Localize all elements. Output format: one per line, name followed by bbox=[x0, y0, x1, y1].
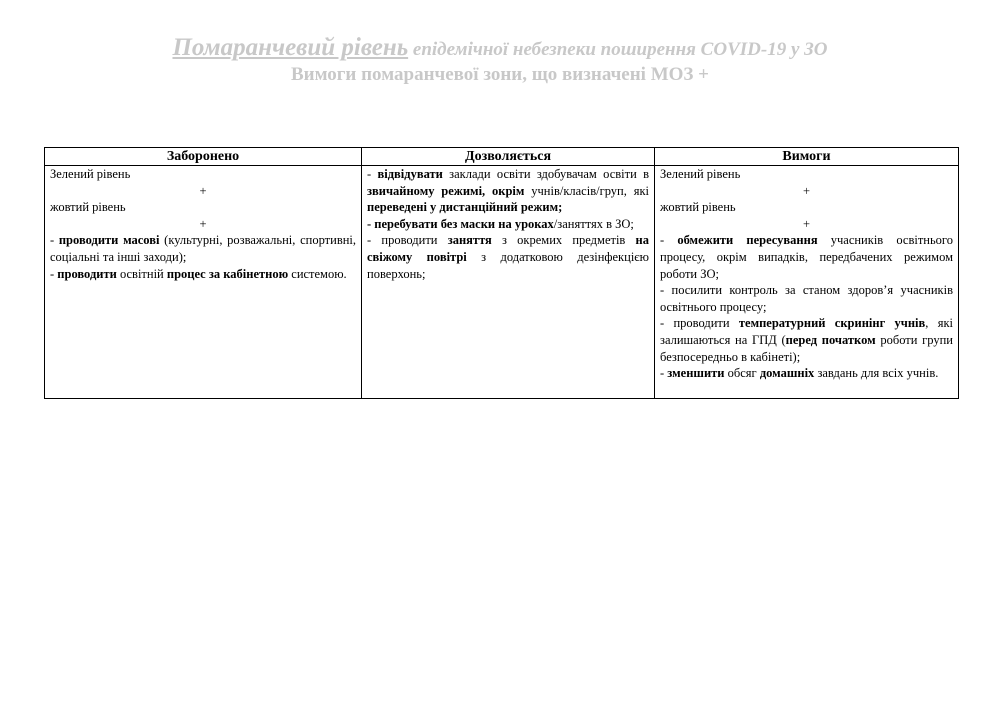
requirement-item-health-control: - посилити контроль за станом здоров’я учасників освітнього процесу; bbox=[660, 283, 953, 314]
requirement-item-temperature: - проводити температурний скринінг учнів, які залишаються на ГПД (перед початком роботи групи безпосередньо в кабінеті); bbox=[660, 316, 954, 364]
header-allowed: Дозволяється bbox=[362, 148, 655, 166]
requirement-item-limit-movement: - обмежити пересування учасників освітнього процесу, окрім випадків, передбачених режимом роботи ЗО; bbox=[660, 233, 953, 281]
plus-sign: + bbox=[802, 216, 811, 231]
table-row bbox=[45, 166, 959, 399]
forbidden-item-cabinet-system: - проводити освітній процес за кабінетною системою. bbox=[50, 266, 347, 281]
cell-allowed bbox=[362, 166, 655, 399]
yellow-level-label: жовтий рівень bbox=[660, 200, 736, 215]
green-level-label: Зелений рівень bbox=[660, 167, 741, 181]
header-forbidden: Заборонено bbox=[45, 148, 362, 166]
title-main: Помаранчевий рівень bbox=[172, 34, 409, 61]
document-subtitle: Вимоги помаранчевої зони, що визначені МОЗ + bbox=[290, 64, 710, 85]
requirement-item-homework: - зменшити обсяг домашніх завдань для всіх учнів. bbox=[660, 366, 939, 381]
allowed-item-attend: - відвідувати заклади освіти здобувачам освіти в звичайному режимі, окрім учнів/класів/груп, які переведені у дистанційний режим; bbox=[367, 167, 649, 215]
plus-sign: + bbox=[199, 216, 207, 231]
cell-forbidden bbox=[45, 166, 362, 399]
forbidden-item-mass-events: - проводити масові (культурні, розважальні, спортивні, соціальні та інші заходи); bbox=[50, 233, 357, 264]
green-level-label: Зелений рівень bbox=[50, 167, 131, 181]
table-header-row bbox=[45, 148, 959, 166]
header-requirements: Вимоги bbox=[655, 148, 959, 166]
plus-sign: + bbox=[802, 183, 811, 198]
requirements-table bbox=[44, 147, 959, 399]
allowed-item-no-mask: - перебувати без маски на уроках/заняттях в ЗО; bbox=[367, 216, 634, 231]
cell-requirements bbox=[655, 166, 959, 399]
yellow-level-label: жовтий рівень bbox=[50, 200, 126, 215]
allowed-item-outdoor: - проводити заняття з окремих предметів на свіжому повітрі з додатковою дезінфекцією поверхонь; bbox=[367, 233, 649, 281]
document-header bbox=[0, 34, 1000, 86]
document-title bbox=[0, 34, 1000, 62]
plus-sign: + bbox=[199, 183, 207, 198]
title-rest: епідемічної небезпеки поширення COVID-19 у ЗО bbox=[408, 39, 828, 60]
